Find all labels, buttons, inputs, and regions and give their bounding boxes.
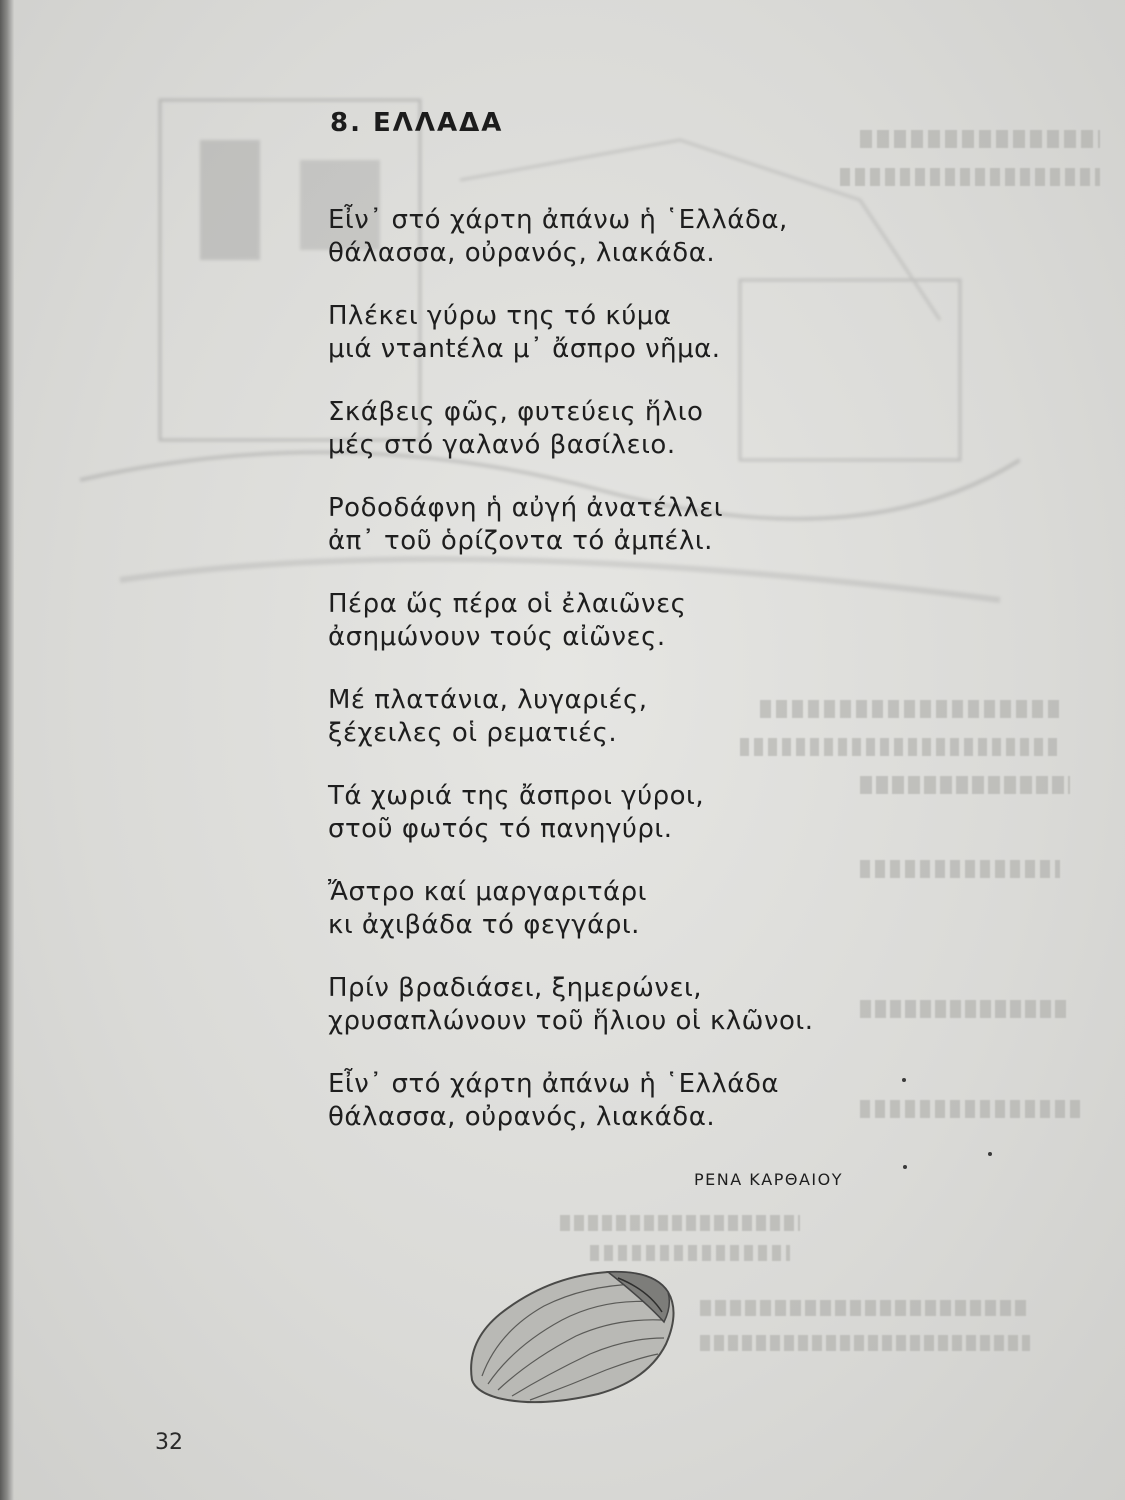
poem-line: στοῦ φωτός τό πανηγύρι. — [328, 814, 673, 844]
poem-line: κι ἀχιβάδα τό φεγγάρι. — [328, 910, 640, 940]
poem-line: ξέχειλες οἱ ρεματιές. — [328, 718, 618, 748]
stanza — [328, 684, 948, 750]
stanza — [328, 396, 948, 462]
stanza — [328, 780, 948, 846]
speck — [988, 1152, 992, 1156]
poem-line: Μέ πλατάνια, λυγαριές, — [328, 685, 648, 715]
page-number: 32 — [155, 1430, 183, 1455]
stanza — [328, 492, 948, 558]
poem-line: χρυσαπλώνουν τοῦ ἥλιου οἱ κλῶνοι. — [328, 1006, 814, 1036]
stanza — [328, 300, 948, 366]
poem-line: θάλασσα, οὐρανός, λιακάδα. — [328, 1102, 716, 1132]
poem-line: θάλασσα, οὐρανός, λιακάδα. — [328, 238, 716, 268]
speck — [902, 1078, 906, 1082]
poem-line: Σκάβεις φῶς, φυτεύεις ἥλιο — [328, 397, 704, 427]
seashell-icon — [458, 1262, 688, 1412]
poem-line: ἀσημώνουν τούς αἰῶνες. — [328, 622, 666, 652]
poem-line: Εἶν᾽ στό χάρτη ἀπάνω ἡ ῾Ελλάδα — [328, 1069, 779, 1099]
poem-line: Πρίν βραδιάσει, ξημερώνει, — [328, 973, 703, 1003]
poem-line: Τά χωριά της ἄσπροι γύροι, — [328, 781, 705, 811]
stanza — [328, 204, 948, 270]
poem-line: Εἶν᾽ στό χάρτη ἀπάνω ἡ ῾Ελλάδα, — [328, 205, 788, 235]
stanza — [328, 876, 948, 942]
speck — [903, 1165, 907, 1169]
poem-line: Ἄστρο καί μαργαριτάρι — [328, 877, 647, 907]
poem-body — [328, 204, 948, 1164]
poem-title: 8. ΕΛΛΑΔΑ — [330, 108, 504, 138]
poem-line: μιά ντantέλα μ᾽ ἄσπρο νῆμα. — [328, 334, 721, 364]
poem-line: ἀπ᾽ τοῦ ὁρίζοντα τό ἀμπέλι. — [328, 526, 713, 556]
page-binding-edge — [0, 0, 14, 1500]
poem-line: Πλέκει γύρω της τό κύμα — [328, 301, 672, 331]
poem-line: Ροδοδάφνη ἡ αὐγή ἀνατέλλει — [328, 493, 724, 523]
poem-line: Πέρα ὥς πέρα οἱ ἐλαιῶνες — [328, 589, 687, 619]
stanza — [328, 1068, 948, 1134]
stanza — [328, 588, 948, 654]
poem-author: ΡΕΝΑ ΚΑΡΘΑΙΟΥ — [694, 1170, 843, 1189]
poem-line: μές στό γαλανό βασίλειο. — [328, 430, 676, 460]
stanza — [328, 972, 948, 1038]
